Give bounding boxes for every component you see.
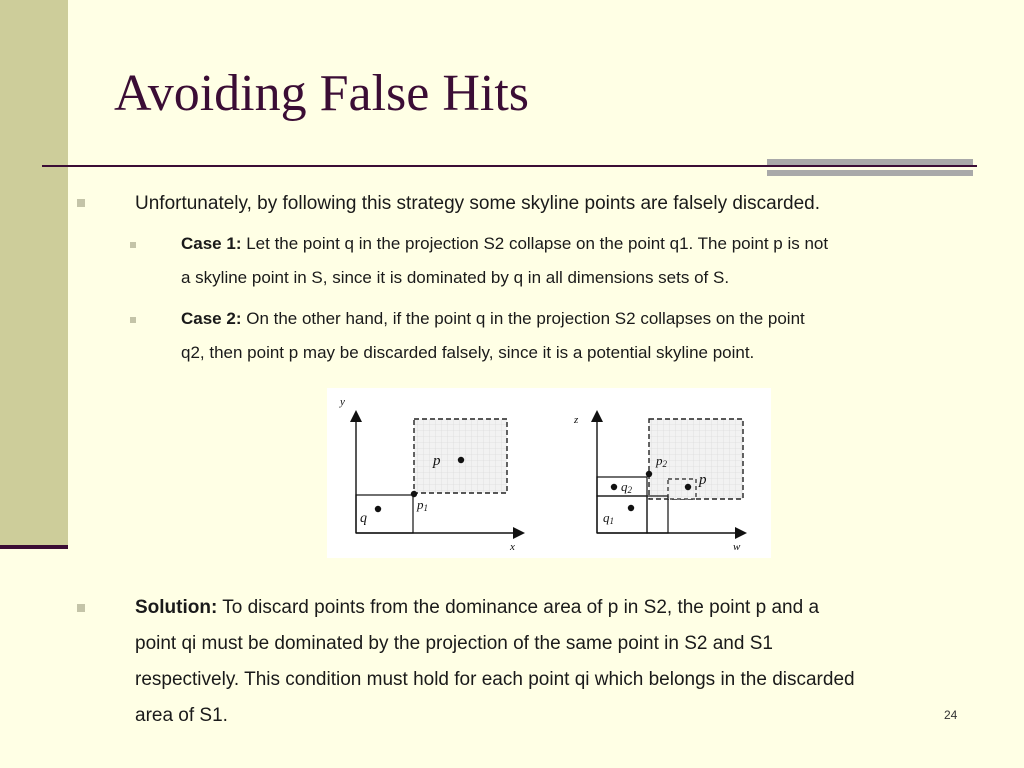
- solution-text: [135, 590, 1010, 734]
- right-p2-label: p2: [656, 453, 667, 469]
- case1-text: [181, 227, 1011, 295]
- left-q-label: q: [360, 511, 367, 526]
- left-p1-label: p1: [417, 497, 428, 513]
- case2-line1: On the other hand, if the point q in the projection S2 collapses on the point: [246, 309, 805, 328]
- bullet-marker: [77, 604, 85, 612]
- left-y-label: y: [340, 396, 345, 408]
- solution-line2: point qi must be dominated by the projection of the same point in S2 and S1: [135, 633, 773, 654]
- left-y-arrow: [350, 410, 362, 422]
- case1-line1: Let the point q in the projection S2 collapse on the point q1. The point p is not: [246, 234, 829, 253]
- solution-line1: To discard points from the dominance area of p in S2, the point p and a: [222, 597, 820, 618]
- case2-text: [181, 302, 1011, 370]
- right-y-label: z: [574, 414, 579, 426]
- case1-line2: a skyline point in S, since it is dominated by q in all dimensions sets of S.: [181, 268, 730, 287]
- left-decorative-band: [0, 0, 68, 545]
- right-point-p2: [646, 471, 652, 477]
- case2-line2: q2, then point p may be discarded falsely, since it is a potential skyline point.: [181, 343, 755, 362]
- right-y-arrow: [591, 410, 603, 422]
- left-p-label: p: [433, 453, 441, 469]
- left-x-arrow: [513, 527, 525, 539]
- sub-bullet-marker: [130, 242, 136, 248]
- intro-bullet-text: Unfortunately, by following this strategy some skyline points are falsely discarded.: [135, 193, 821, 214]
- right-gap-box: [647, 496, 668, 533]
- case1-label: Case 1:: [181, 234, 242, 253]
- right-point-q2: [611, 484, 617, 490]
- right-p-area: [668, 479, 696, 499]
- case2-label: Case 2:: [181, 309, 242, 328]
- right-q2-label: q2: [621, 479, 632, 495]
- right-p-label: p: [699, 472, 707, 488]
- solution-label: Solution:: [135, 597, 218, 618]
- title-divider-accent: [767, 159, 973, 178]
- slide-number: 24: [944, 708, 958, 722]
- left-point-q: [375, 506, 381, 512]
- slide-title: Avoiding False Hits: [114, 65, 530, 122]
- dominance-figure: [327, 388, 771, 558]
- right-point-q1: [628, 505, 634, 511]
- sub-bullet-marker: [130, 317, 136, 323]
- left-decorative-bar: [0, 545, 68, 549]
- left-dominance-area: [414, 419, 507, 493]
- left-point-p: [458, 457, 464, 463]
- right-diagram: [573, 410, 747, 553]
- bullet-marker: [77, 199, 85, 207]
- right-q1-label: q1: [603, 510, 614, 526]
- right-x-arrow: [735, 527, 747, 539]
- solution-line4: area of S1.: [135, 705, 228, 726]
- left-x-label: x: [510, 541, 515, 553]
- solution-line3: respectively. This condition must hold for each point qi which belongs in the discarded: [135, 669, 855, 690]
- right-point-p: [685, 484, 691, 490]
- right-x-label: w: [733, 541, 741, 553]
- left-diagram: [339, 396, 525, 553]
